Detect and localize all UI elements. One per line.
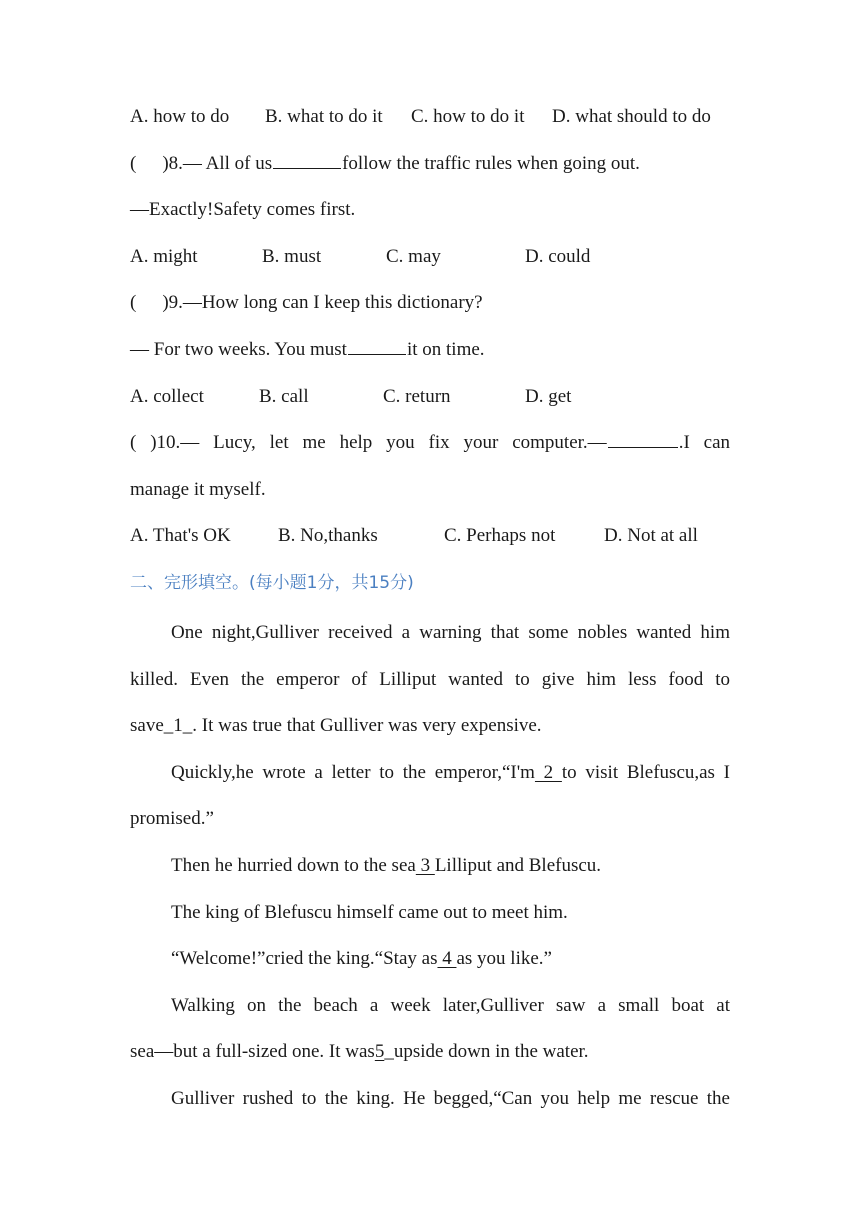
passage-p1-line1: One night,Gulliver received a warning that some nobles wanted him	[171, 621, 730, 643]
q10-stem: )10.— Lucy, let me help you fix your computer.—	[150, 432, 607, 454]
passage-p6-line2	[130, 1033, 730, 1080]
q8-blank	[273, 148, 341, 169]
q9-answer-paren-open: (	[130, 292, 137, 314]
passage-p5-start: “Welcome!”cried the king.“Stay as	[171, 948, 438, 970]
blank-number-5: 5	[374, 1041, 385, 1063]
passage-p4: The king of Blefuscu himself came out to meet him.	[171, 901, 568, 923]
passage-p2-line1-start: Quickly,he wrote a letter to the emperor,“I'm	[171, 761, 535, 783]
q9-reply-end: it on time.	[406, 338, 485, 360]
q10-option-a[interactable]: A. That's OK	[130, 525, 231, 547]
q9-option-c[interactable]: C. return	[383, 385, 451, 407]
blank-number-3: 3	[415, 854, 435, 876]
q10-stem-line2: manage it myself.	[130, 478, 266, 500]
q10-question	[130, 424, 730, 471]
q7-option-d[interactable]: D. what should to do	[552, 106, 711, 127]
blank-number-4: 4	[437, 948, 457, 970]
passage-p6-line1: Walking on the beach a week later,Gulliver saw a small boat at	[171, 994, 730, 1016]
q8-option-a[interactable]: A. might	[130, 245, 198, 267]
q9-option-b[interactable]: B. call	[259, 385, 309, 407]
q10-answer-paren-open: (	[130, 432, 137, 454]
q7-option-a[interactable]: A. how to do	[130, 106, 230, 127]
q9-question	[130, 284, 730, 331]
q7-option-c[interactable]: C. how to do it	[411, 106, 525, 127]
q9-option-a[interactable]: A. collect	[130, 385, 204, 407]
q8-stem: )8.— All of us	[162, 152, 273, 174]
passage-p5	[130, 940, 730, 987]
passage-p1-line3	[130, 707, 730, 754]
q10-option-b[interactable]: B. No,thanks	[278, 525, 378, 547]
passage-p2-line1	[130, 754, 730, 801]
blank-number-1: 1	[173, 715, 183, 737]
passage-p6-line2-start: sea—but a full-sized one. It was	[130, 1041, 375, 1063]
q10-options	[130, 517, 730, 564]
passage-p3-end: Lilliput and Blefuscu.	[434, 854, 602, 876]
q9-blank	[348, 334, 406, 355]
q8-option-b[interactable]: B. must	[262, 245, 322, 267]
q10-option-d[interactable]: D. Not at all	[604, 525, 698, 547]
document-page	[130, 98, 730, 1126]
q10-option-c[interactable]: C. Perhaps not	[444, 525, 556, 547]
q7-option-b[interactable]: B. what to do it	[265, 106, 383, 127]
q9-options	[130, 378, 730, 425]
passage-p3-start: Then he hurried down to the sea	[171, 854, 416, 876]
passage-p1-line3-start: save_	[130, 715, 174, 737]
q9-reply-start: — For two weeks. You must	[130, 338, 347, 360]
q8-question	[130, 145, 730, 192]
q9-option-d[interactable]: D. get	[525, 385, 572, 407]
q8-answer-paren-open: (	[130, 152, 137, 174]
q10-stem-rest: .I can	[678, 432, 731, 454]
blank-number-2: 2	[534, 761, 562, 783]
q8-options	[130, 238, 730, 285]
passage-p3	[130, 847, 730, 894]
q8-reply: —Exactly!Safety comes first.	[130, 199, 356, 221]
q8-option-d[interactable]: D. could	[525, 245, 591, 267]
passage-p7-line1: Gulliver rushed to the king. He begged,“Can you help me rescue the	[171, 1087, 730, 1109]
q7-options	[130, 98, 730, 145]
q8-stem-rest: follow the traffic rules when going out.	[342, 152, 640, 174]
q10-blank	[608, 427, 678, 448]
passage-p1-line3-end: _. It was true that Gulliver was very expensive.	[182, 715, 542, 737]
q9-stem: )9.—How long can I keep this dictionary?	[162, 292, 483, 314]
passage-p5-end: as you like.”	[456, 948, 552, 970]
section-title: 二、完形填空。(每小题1分，共15分)	[130, 572, 414, 593]
passage-p2-line1-end: to visit Blefuscu,as I	[561, 761, 730, 783]
passage-p2-line2: promised.”	[130, 808, 214, 830]
q9-reply	[130, 331, 730, 378]
passage-p6-line2-end: _upside down in the water.	[384, 1041, 589, 1063]
q8-option-c[interactable]: C. may	[386, 245, 441, 267]
passage-p1-line2: killed. Even the emperor of Lilliput wanted to give him less food to	[130, 668, 730, 690]
